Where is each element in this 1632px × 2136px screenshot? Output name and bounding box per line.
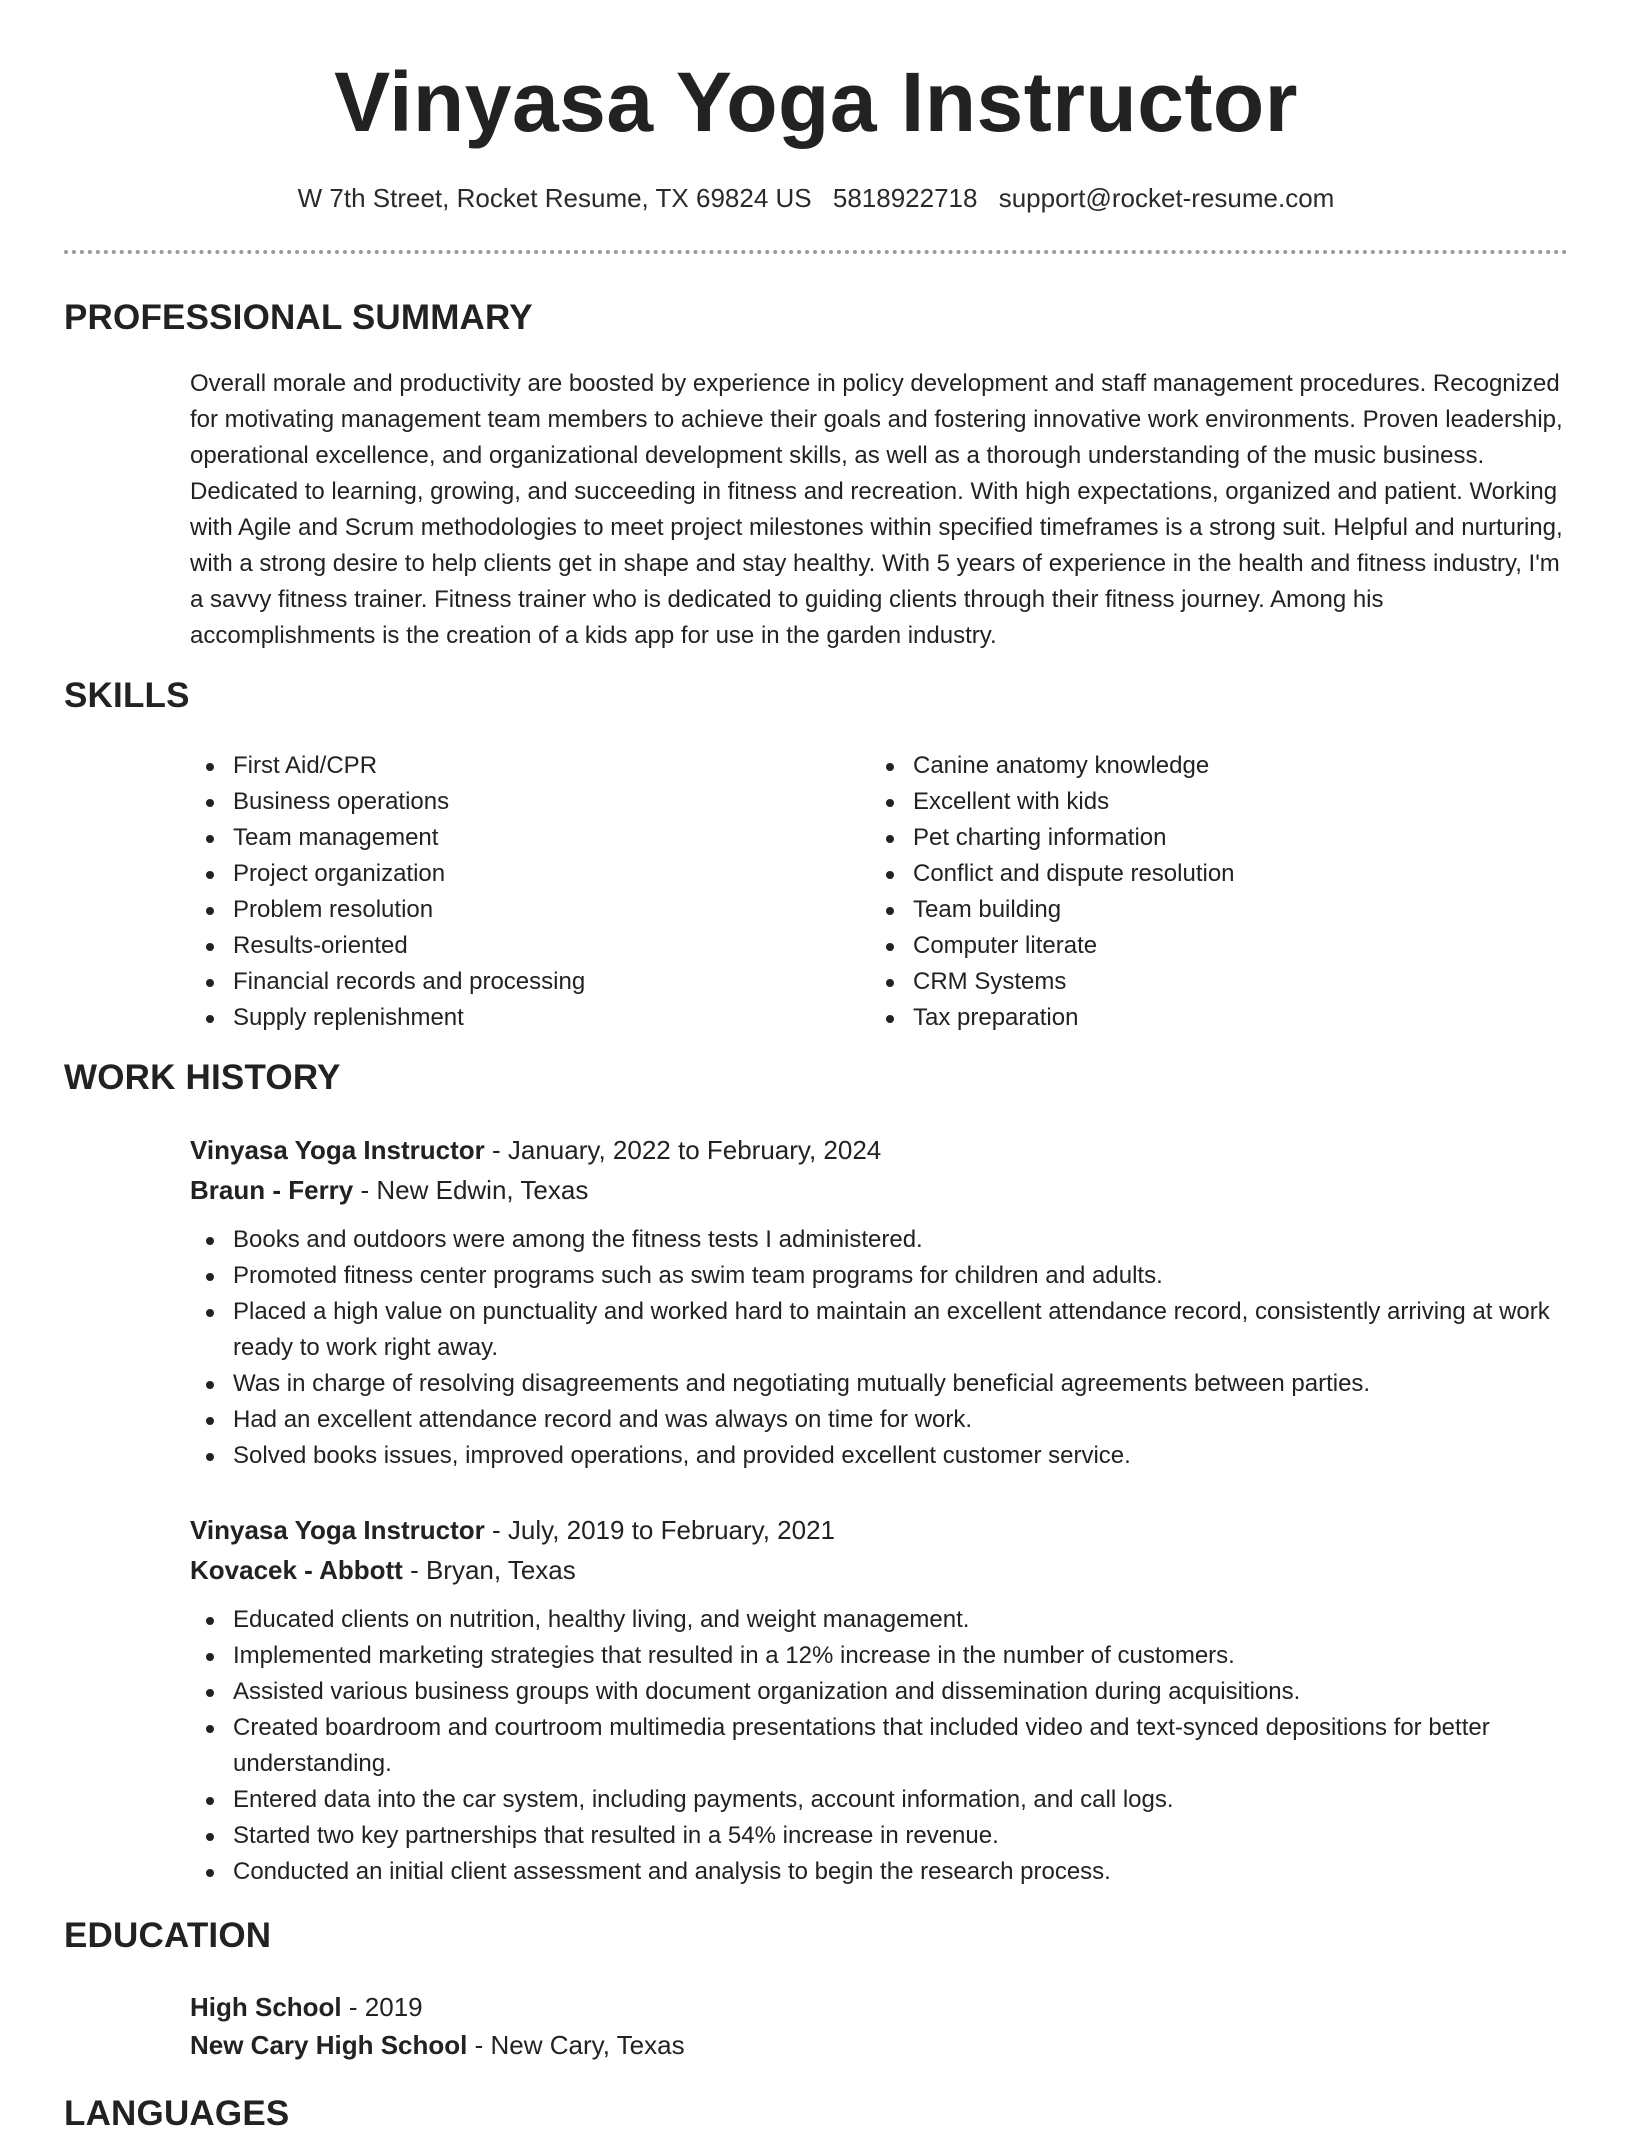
- contact-email: support@rocket-resume.com: [998, 183, 1335, 213]
- list-item: CRM Systems: [870, 964, 1510, 1000]
- skills-heading: SKILLS: [64, 676, 190, 715]
- list-item: Problem resolution: [190, 892, 830, 928]
- summary-heading: PROFESSIONAL SUMMARY: [64, 298, 533, 337]
- summary-text: Overall morale and productivity are boosted by experience in policy development and staff management procedures. Recognized for motivating management team members to achieve their goals and fostering innovative work environments. Proven leadership, operational excellence, and organizational development skills, as well as a thorough understanding of the music business. Dedicated to learning, growing, and succeeding in fitness and recreation. With high expectations, organized and patient. Working with Agile and Scrum methodologies to meet project milestones within specified timeframes is a strong suit. Helpful and nurturing, with a strong desire to help clients get in shape and stay healthy. With 5 years of experience in the health and fitness industry, I'm a savvy fitness trainer. Fitness trainer who is dedicated to guiding clients through their fitness journey. Among his accomplishments is the creation of a kids app for use in the garden industry.: [190, 370, 1563, 649]
- resume-title: Vinyasa Yoga Instructor: [334, 55, 1298, 149]
- job-title-line: [190, 1130, 1570, 1170]
- list-item: Team building: [870, 892, 1510, 928]
- list-item: Books and outdoors were among the fitness tests I administered.: [190, 1222, 1570, 1258]
- education-degree: High School: [190, 1992, 342, 2022]
- list-item: Project organization: [190, 856, 830, 892]
- job-entry: [190, 1130, 1570, 1474]
- list-item: Supply replenishment: [190, 1000, 830, 1036]
- list-item: Solved books issues, improved operations, and provided excellent customer service.: [190, 1438, 1570, 1474]
- list-item: Placed a high value on punctuality and worked hard to maintain an excellent attendance record, consistently arriving at work ready to work right away.: [190, 1294, 1570, 1366]
- job-location: - New Edwin, Texas: [353, 1175, 589, 1205]
- job-company-line: [190, 1170, 1570, 1210]
- list-item: Conducted an initial client assessment and analysis to begin the research process.: [190, 1854, 1570, 1890]
- list-item: Financial records and processing: [190, 964, 830, 1000]
- contact-line: [0, 180, 1632, 216]
- contact-address: W 7th Street, Rocket Resume, TX 69824 US: [297, 183, 812, 213]
- list-item: Conflict and dispute resolution: [870, 856, 1510, 892]
- job-location: - Bryan, Texas: [402, 1555, 576, 1585]
- education-degree-line: [190, 1988, 1570, 2026]
- list-item: Team management: [190, 820, 830, 856]
- education-entry: [190, 1988, 1570, 2064]
- list-item: Computer literate: [870, 928, 1510, 964]
- work-history-heading: WORK HISTORY: [64, 1058, 341, 1097]
- job-bullets: [190, 1222, 1570, 1474]
- skills-left-list: [190, 748, 830, 1036]
- contact-phone: 5818922718: [832, 183, 978, 213]
- job-role: Vinyasa Yoga Instructor: [190, 1135, 485, 1165]
- job-title-line: [190, 1510, 1570, 1550]
- header-divider: [64, 250, 1568, 254]
- list-item: Promoted fitness center programs such as swim team programs for children and adults.: [190, 1258, 1570, 1294]
- education-heading: EDUCATION: [64, 1916, 272, 1955]
- list-item: Had an excellent attendance record and was always on time for work.: [190, 1402, 1570, 1438]
- education-year: - 2019: [341, 1992, 423, 2022]
- list-item: Results-oriented: [190, 928, 830, 964]
- list-item: Pet charting information: [870, 820, 1510, 856]
- list-item: Canine anatomy knowledge: [870, 748, 1510, 784]
- skills-right-list: [870, 748, 1510, 1036]
- education-school: New Cary High School: [190, 2030, 468, 2060]
- list-item: First Aid/CPR: [190, 748, 830, 784]
- list-item: Educated clients on nutrition, healthy living, and weight management.: [190, 1602, 1570, 1638]
- job-company: Kovacek - Abbott: [190, 1555, 403, 1585]
- education-school-line: [190, 2026, 1570, 2064]
- list-item: Was in charge of resolving disagreements and negotiating mutually beneficial agreements between parties.: [190, 1366, 1570, 1402]
- list-item: Assisted various business groups with document organization and dissemination during acquisitions.: [190, 1674, 1570, 1710]
- job-bullets: [190, 1602, 1570, 1890]
- job-dates: - January, 2022 to February, 2024: [484, 1135, 882, 1165]
- job-company-line: [190, 1550, 1570, 1590]
- languages-heading: LANGUAGES: [64, 2094, 290, 2133]
- education-location: - New Cary, Texas: [467, 2030, 685, 2060]
- list-item: Tax preparation: [870, 1000, 1510, 1036]
- skills-left-column: [190, 748, 830, 1036]
- list-item: Excellent with kids: [870, 784, 1510, 820]
- job-company: Braun - Ferry: [190, 1175, 354, 1205]
- list-item: Created boardroom and courtroom multimedia presentations that included video and text-synced depositions for better understanding.: [190, 1710, 1570, 1782]
- job-dates: - July, 2019 to February, 2021: [484, 1515, 836, 1545]
- job-entry: [190, 1510, 1570, 1890]
- list-item: Implemented marketing strategies that resulted in a 12% increase in the number of customers.: [190, 1638, 1570, 1674]
- job-role: Vinyasa Yoga Instructor: [190, 1515, 485, 1545]
- list-item: Business operations: [190, 784, 830, 820]
- list-item: Started two key partnerships that resulted in a 54% increase in revenue.: [190, 1818, 1570, 1854]
- skills-right-column: [870, 748, 1510, 1036]
- list-item: Entered data into the car system, including payments, account information, and call logs.: [190, 1782, 1570, 1818]
